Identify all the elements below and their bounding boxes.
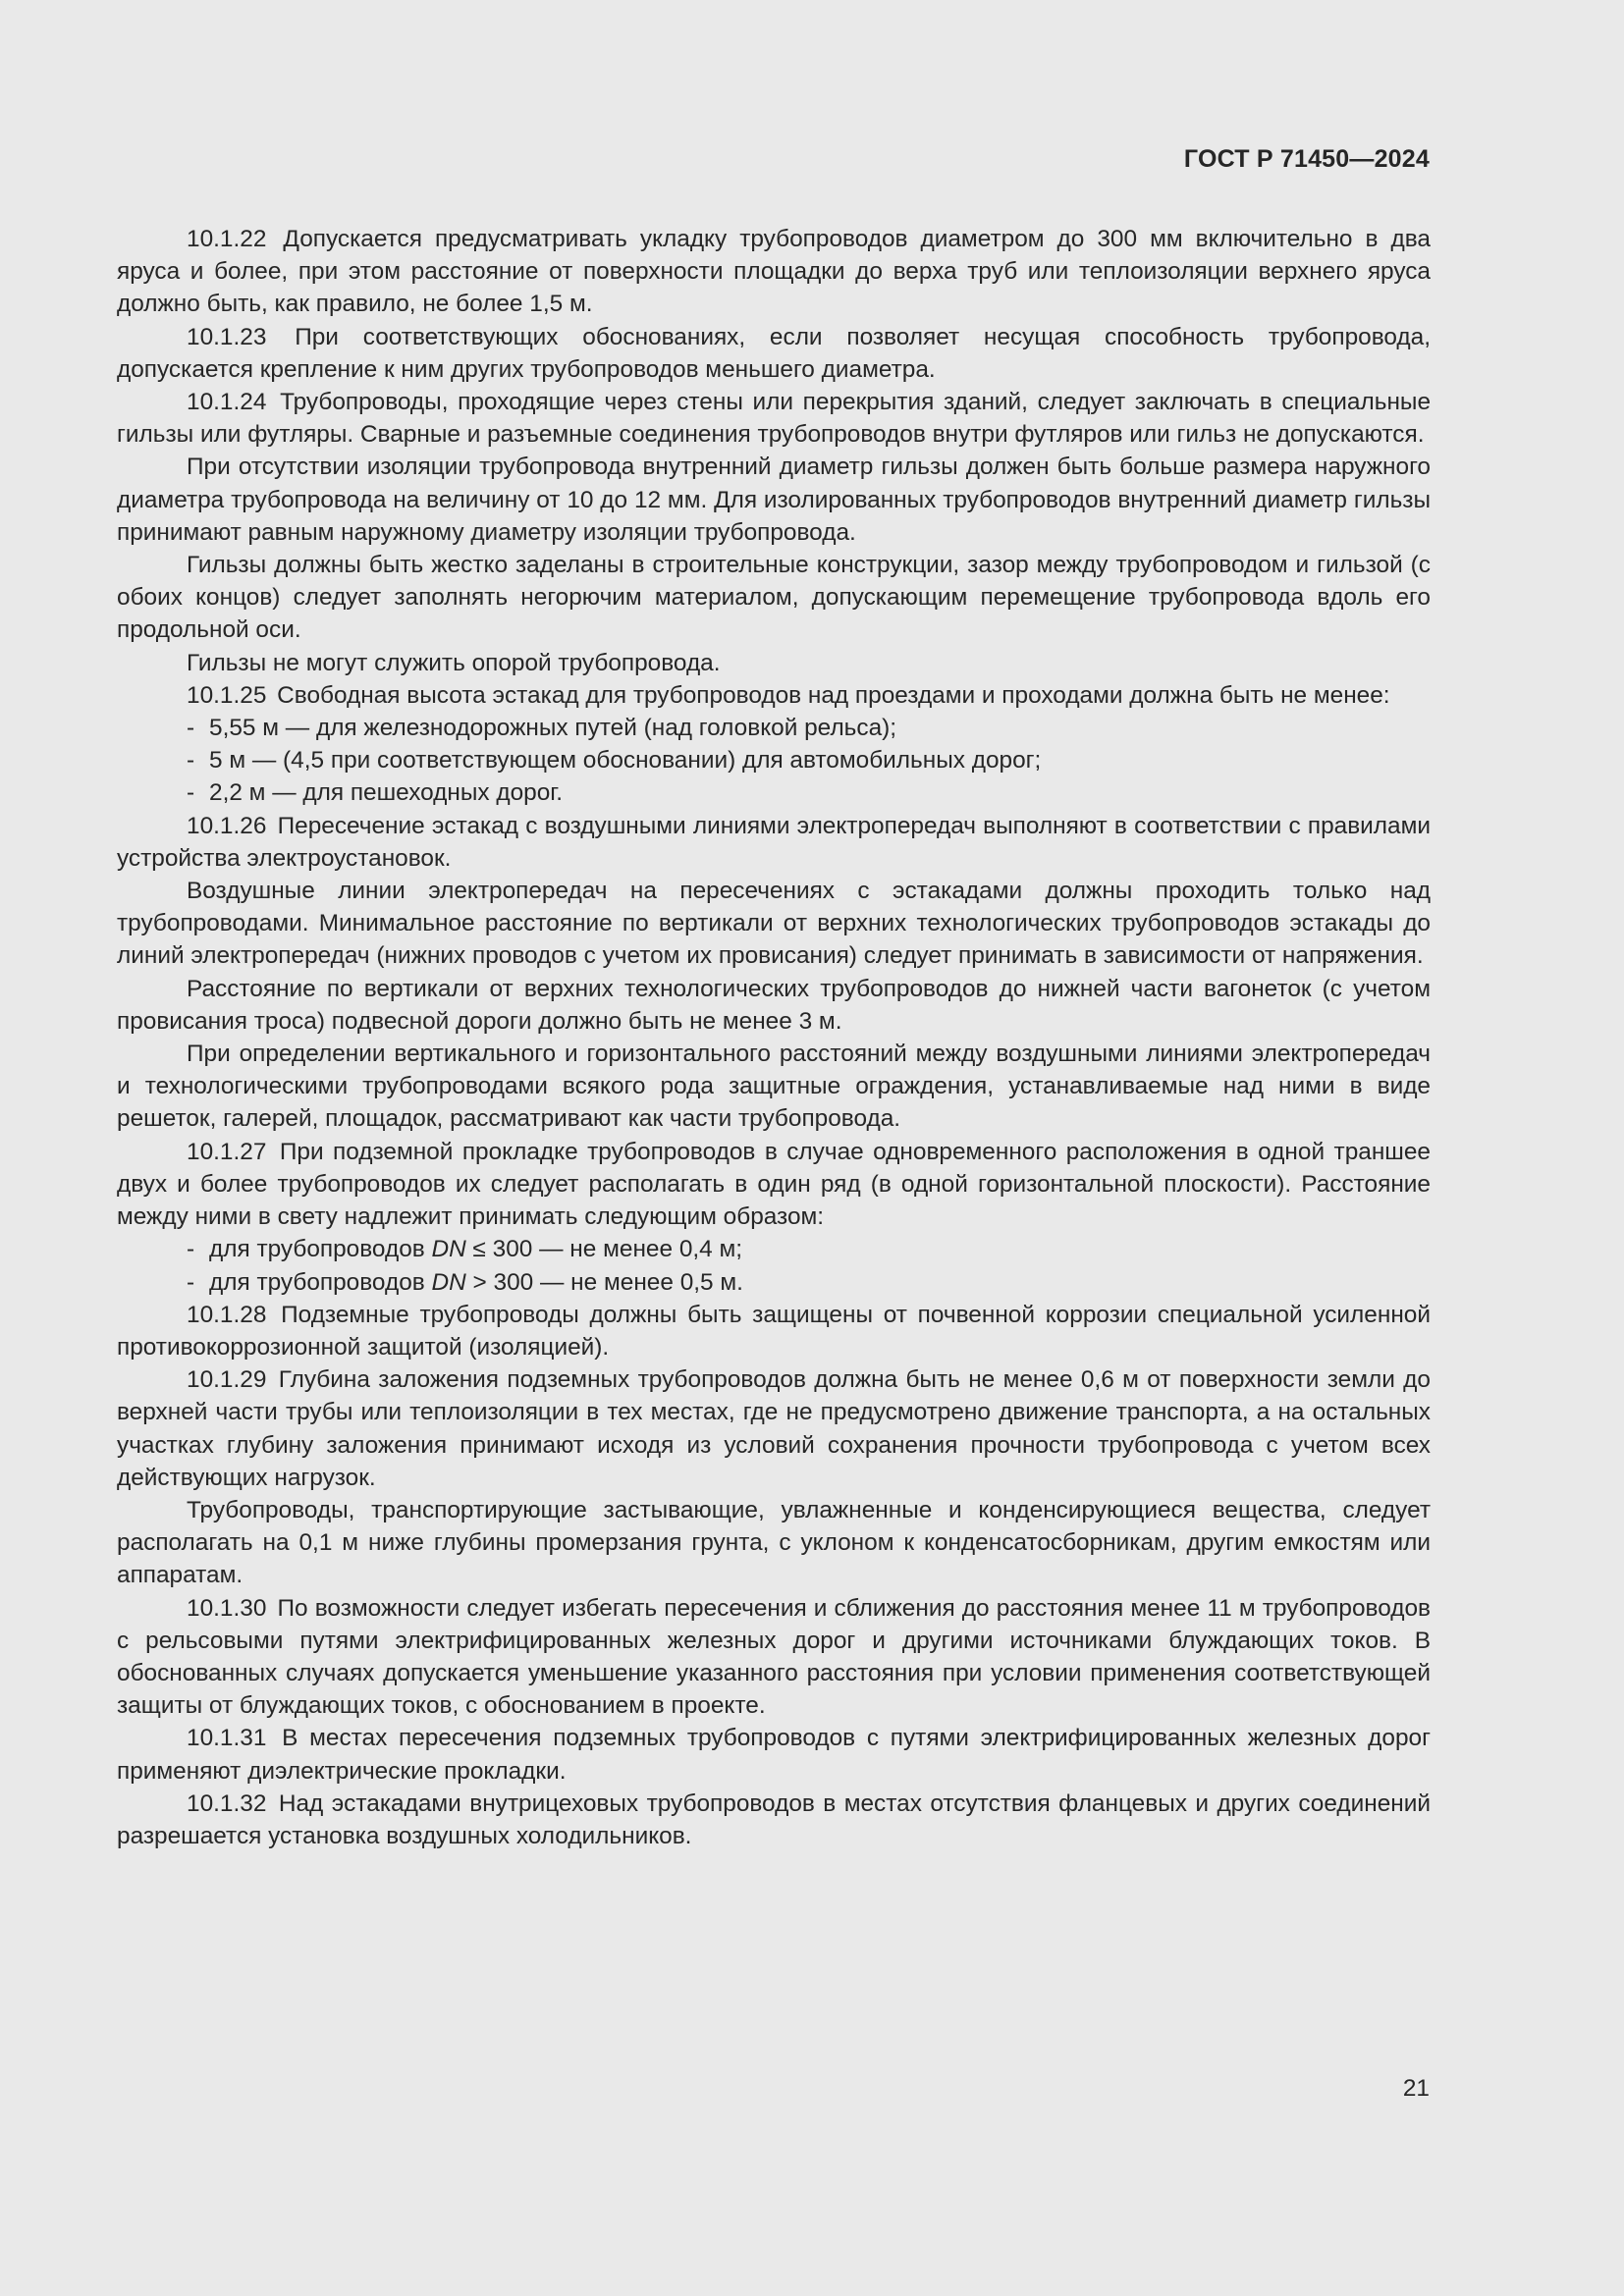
clause-text: При подземной прокладке трубопроводов в случае одновременного расположения в одной траншее двух и более трубопроводов их следует располагать в один ряд (в одной горизонтальной плоскости). Расстояние между ними в свету надлежит принимать следующим образом: (117, 1138, 1431, 1231)
list-item-text: 5,55 м — для железнодорожных путей (над головкой рельса); (209, 715, 897, 742)
document-body (117, 223, 1431, 1852)
list-dash: - (187, 779, 195, 807)
dn-symbol: DN (431, 1268, 466, 1296)
clause-10-1-26 (117, 810, 1431, 875)
clause-10-1-27 (117, 1136, 1431, 1234)
paragraph: Расстояние по вертикали от верхних технологических трубопроводов до нижней части вагонеток (с учетом провисания троса) подвесной дороги должно быть не менее 3 м. (117, 975, 1431, 1035)
clause-10-1-31 (117, 1722, 1431, 1787)
clause-10-1-22 (117, 223, 1431, 321)
list-item (117, 744, 1431, 776)
clause-10-1-23 (117, 321, 1431, 386)
clause-number: 10.1.29 (187, 1366, 267, 1394)
list-item-text: 5 м — (4,5 при соответствующем обосновании) для автомобильных дорог; (209, 747, 1042, 774)
list-item-text-pre: для трубопроводов (209, 1236, 432, 1263)
clause-number: 10.1.32 (187, 1789, 267, 1817)
paragraph: При отсутствии изоляции трубопровода внутренний диаметр гильзы должен быть больше размера наружного диаметра трубопровода на величину от 10 до 12 мм. Для изолированных трубопроводов внутренний диаметр гильзы принимают равным наружному диаметру изоляции трубопровода. (117, 454, 1431, 546)
clause-10-1-29 (117, 1363, 1431, 1494)
paragraph: Воздушные линии электропередач на пересечениях с эстакадами должны проходить только над трубопроводами. Минимальное расстояние по вертикали от верхних технологических трубопроводов эстакады до линий электропередач (нижних проводов с учетом их провисания) следует принимать в зависимости от напряжения. (117, 878, 1431, 970)
clause-text: Пересечение эстакад с воздушными линиями электропередач выполняют в соответствии с правилами устройства электроустановок. (117, 812, 1431, 872)
clause-text: При соответствующих обоснованиях, если позволяет несущая способность трубопровода, допускается крепление к ним других трубопроводов меньшего диаметра. (117, 323, 1431, 383)
list-dash: - (187, 715, 195, 742)
standard-code: ГОСТ Р 71450—2024 (1183, 145, 1430, 173)
paragraph: Гильзы должны быть жестко заделаны в строительные конструкции, зазор между трубопроводом и гильзой (с обоих концов) следует заполнять негорючим материалом, допускающим перемещение трубопровода вдоль его продольной оси. (117, 552, 1431, 644)
list-item (117, 1233, 1431, 1265)
clause-number: 10.1.24 (187, 389, 267, 416)
list-item (117, 712, 1431, 744)
list-item-text-post: ≤ 300 — не менее 0,4 м; (465, 1236, 743, 1263)
clause-text: Трубопроводы, проходящие через стены или перекрытия зданий, следует заключать в специальные гильзы или футляры. Сварные и разъемные соединения трубопроводов внутри футляров или гильз не допускаются. (117, 389, 1432, 449)
clause-number: 10.1.27 (187, 1138, 267, 1165)
clause-number: 10.1.28 (187, 1301, 267, 1328)
clause-text: По возможности следует избегать пересечения и сближения до расстояния менее 11 м трубопроводов с рельсовыми путями электрифицированных железных дорог и другими источниками блуждающих токов. В обоснованных случаях допускается уменьшение указанного расстояния при условии применения соответствующей защиты от блуждающих токов, с обоснованием в проекте. (117, 1594, 1431, 1720)
clause-10-1-30 (117, 1592, 1431, 1723)
clause-number: 10.1.31 (187, 1725, 267, 1752)
clause-text: Глубина заложения подземных трубопроводов должна быть не менее 0,6 м от поверхности земли до верхней части трубы или теплоизоляции в тех местах, где не предусмотрено движение транспорта, а на остальных участках глубину заложения принимают исходя из условий сохранения прочности трубопровода с учетом всех действующих нагрузок. (117, 1366, 1431, 1491)
list-dash: - (187, 1268, 195, 1296)
list-item (117, 1266, 1431, 1299)
clause-text: Свободная высота эстакад для трубопроводов над проездами и проходами должна быть не менее: (277, 681, 1390, 709)
clause-text: Над эстакадами внутрицеховых трубопроводов в местах отсутствия фланцевых и других соединений разрешается установка воздушных холодильников. (117, 1789, 1432, 1849)
list-dash: - (187, 747, 195, 774)
paragraph: При определении вертикального и горизонтального расстояний между воздушными линиями электропередач и технологическими трубопроводами всякого рода защитные ограждения, устанавливаемые над ними в виде решеток, галерей, площадок, рассматривают как части трубопровода. (117, 1041, 1431, 1133)
list-item-text-pre: для трубопроводов (209, 1268, 432, 1296)
clause-10-1-32 (117, 1788, 1431, 1852)
clause-number: 10.1.26 (187, 812, 267, 839)
clause-number: 10.1.22 (187, 226, 267, 252)
list-item (117, 776, 1431, 809)
clause-10-1-24 (117, 386, 1431, 451)
clause-10-1-28 (117, 1299, 1431, 1363)
clause-number: 10.1.23 (187, 323, 267, 350)
clause-number: 10.1.30 (187, 1594, 267, 1622)
list-item-text-post: > 300 — не менее 0,5 м. (465, 1268, 743, 1296)
paragraph: Гильзы не могут служить опорой трубопровода. (187, 649, 721, 676)
paragraph: Трубопроводы, транспортирующие застывающие, увлажненные и конденсирующиеся вещества, следует располагать на 0,1 м ниже глубины промерзания грунта, с уклоном к конденсатосборникам, другим емкостям или аппаратам. (117, 1496, 1431, 1589)
clause-10-1-25 (117, 679, 1431, 712)
dn-symbol: DN (431, 1236, 466, 1263)
clause-text: Подземные трубопроводы должны быть защищены от почвенной коррозии специальной усиленной противокоррозионной защитой (изоляцией). (117, 1301, 1431, 1361)
list-dash: - (187, 1236, 195, 1263)
clause-text: Допускается предусматривать укладку трубопроводов диаметром до 300 мм включительно в два яруса и более, при этом расстояние от поверхности площадки до верха труб или теплоизоляции верхнего яруса должно быть, как правило, не более 1,5 м. (117, 226, 1431, 318)
list-item-text: 2,2 м — для пешеходных дорог. (209, 779, 563, 807)
clause-text: В местах пересечения подземных трубопроводов с путями электрифицированных железных дорог применяют диэлектрические прокладки. (117, 1725, 1431, 1785)
clause-number: 10.1.25 (187, 681, 267, 709)
page-number: 21 (1402, 2075, 1430, 2102)
